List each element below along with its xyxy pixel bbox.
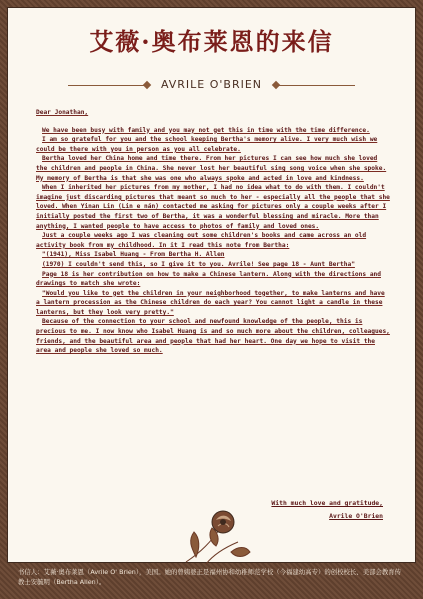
- letter-body: [36, 108, 392, 356]
- letter-paragraph: When I inherited her pictures from my mother, I had no idea what to do with them. I couldn't imagine just discarding pictures that meant so much to her - especially all the people that she loved. When Yinan Lin (Lin e nán) contacted me asking for pictures only a couple weeks after I initially posted the first two of Bertha, it was a wonderful blessing and miracle. More than anything, I wanted people to have access to photos of family and loved ones.: [36, 184, 390, 230]
- letter-paragraph: Bertha loved her China home and time there. From her pictures I can see how much she loved the children and people in China. She never lost her beautiful sing song voice when she spoke. My memory of Bertha is that she was one who always spoke and acted in love and kindness.: [36, 155, 387, 182]
- letter-paragraph: Because of the connection to your school and newfound knowledge of the people, this is precious to me. I now know who Isabel Huang is and so much more about the children, colleagues, friends, and the beautiful area and people that had her heart. One day we hope to visit the area and people she loved so much.: [36, 318, 390, 355]
- letter-signature: Avrile O'Brien: [329, 512, 383, 520]
- letter-paragraph: We have been busy with family and you may not get this in time with the time difference.: [42, 126, 370, 134]
- page-title: 艾薇·奥布莱恩的来信: [89, 27, 334, 56]
- letter-quote-line: (1970) I couldn't send this, so I give it to you. Avrile! See page 18 - Aunt Bertha": [42, 260, 355, 268]
- letter-paragraph: Page 18 is her contribution on how to make a Chinese lantern. Along with the directions and drawings to match she wrote:: [36, 270, 381, 288]
- letter-paragraph: I am so grateful for you and the school keeping Bertha's memory alive. I very much wish we could be there with you in person as you all celebrate.: [36, 136, 378, 153]
- subtitle-divider: [68, 78, 355, 92]
- footer-note: 书信人：艾薇·奥布莱恩（Avrile O' Brien），美国。她的曾姨婆正是福州协和幼稚师范学校（今福建幼高专）的创校校长、美部会教育传教士安毓明（Bertha Allen）。: [18, 568, 402, 586]
- divider-line-right: [277, 85, 355, 86]
- letter-closing: With much love and gratitude,: [271, 499, 383, 507]
- letter-paragraph: Just a couple weeks ago I was cleaning out some children's books and came across an old activity book from my childhood. In it I read this note from Bertha:: [36, 232, 367, 249]
- letter-quote-line: "(1941), Miss Isabel Huang - From Bertha H. Allen: [42, 251, 225, 259]
- letter-quote-paragraph: "Would you like to get the children in your neighborhood together, to make lanterns and have a lantern procession as the Chinese children do each year? You cannot light a candle in these lanterns, but they look very pretty.": [36, 289, 385, 316]
- letter-paper: [8, 8, 415, 562]
- rose-ornament-icon: [176, 502, 256, 572]
- author-name-subtitle: AVRILE O'BRIEN: [160, 78, 263, 91]
- letter-greeting: Dear Jonathan,: [36, 109, 89, 116]
